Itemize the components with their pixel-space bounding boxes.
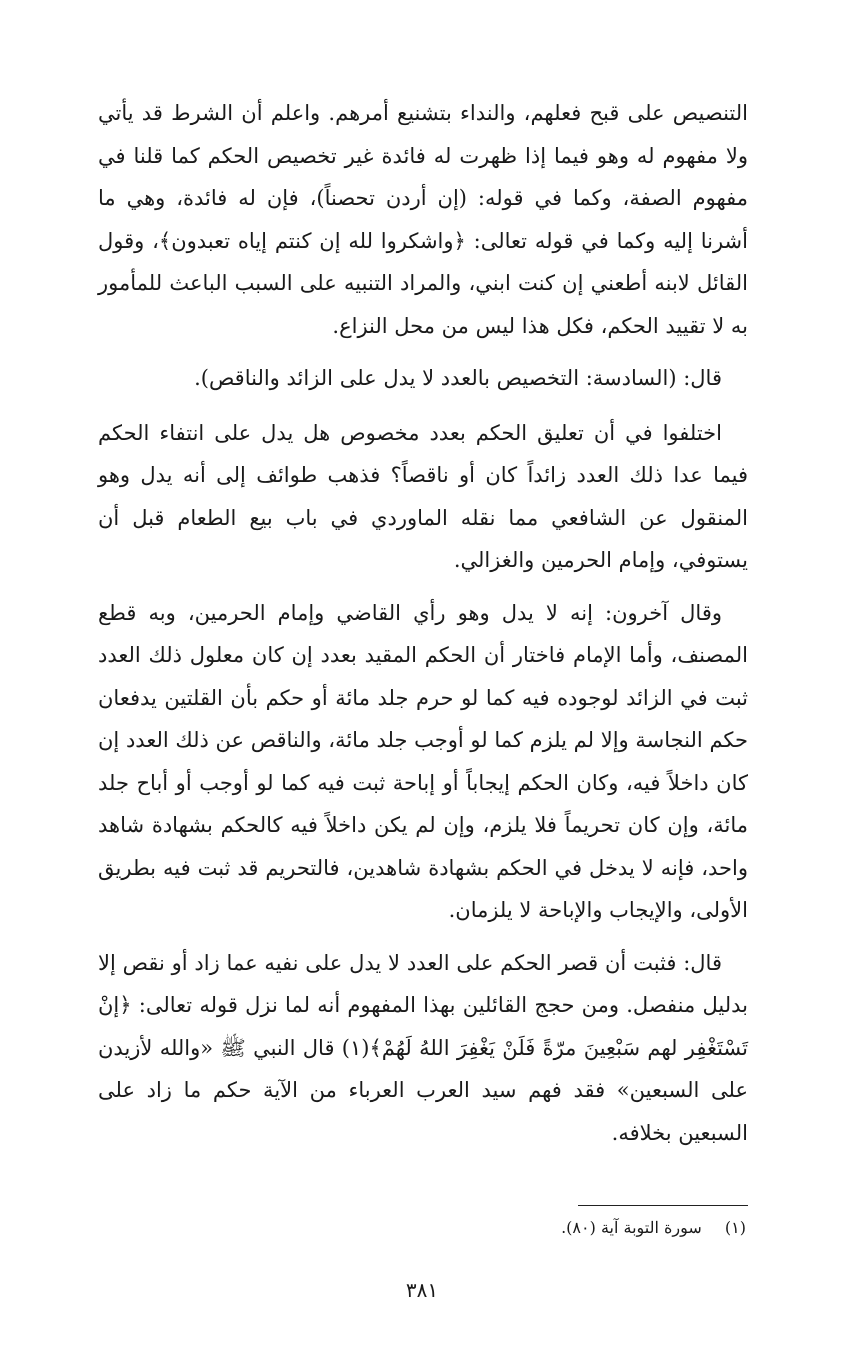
footnote-text: سورة التوبة آية (٨٠). [561,1218,702,1237]
paragraph-2: اختلفوا في أن تعليق الحكم بعدد مخصوص هل يدل على انتفاء الحكم فيما عدا ذلك العدد زائداً كان أو ناقصاً؟ فذهب طوائف إلى أنه يدل وهو المنقول عن الشافعي مما نقله الماوردي في باب بيع الطعام قبل أن يستوفي، وإمام الحرمين والغزالي. [98,420,748,572]
page-body [98,92,748,1164]
section-heading: قال: (السادسة: التخصيص بالعدد لا يدل على الزائد والناقص). [194,366,722,390]
paragraph-3: وقال آخرون: إنه لا يدل وهو رأي القاضي وإمام الحرمين، وبه قطع المصنف، وأما الإمام فاختار أن الحكم المقيد بعدد إن كان معلول ذلك العدد ثبت في الزائد لوجوده فيه كما لو حرم جلد مائة أو حكم بأن القلتين يدفعان حكم النجاسة وإلا لم يلزم كما لو أوجب جلد مائة، والناقص عن ذلك العدد إن كان داخلاً فيه، وكان الحكم إيجاباً أو إباحة ثبت فيه كما لو أوجب أو أباح جلد مائة، وإن كان تحريماً فلا يلزم، وإن لم يكن داخلاً فيه كالحكم بشهادة شاهد واحد، فإنه لا يدخل في الحكم بشهادة شاهدين، فالتحريم قد ثبت فيه بطريق الأولى، والإيجاب والإباحة لا يلزمان. [98,600,748,922]
paragraph-1: التنصيص على قبح فعلهم، والنداء بتشنيع أمرهم. واعلم أن الشرط قد يأتي ولا مفهوم له وهو فيما إذا ظهرت له فائدة غير تخصيص الحكم كما قلنا في مفهوم الصفة، وكما في قوله: (إن أردن تحصناً)، فإن له فائدة، وهي ما أشرنا إليه وكما في قوله تعالى: ﴿واشكروا لله إن كنتم إياه تعبدون﴾، وقول القائل لابنه أطعني إن كنت ابني، والمراد التنبيه على السبب الباعث للمأمور به لا تقييد الحكم، فكل هذا ليس من محل النزاع. [98,101,748,338]
footnote-divider [578,1205,748,1206]
paragraph-4: قال: فثبت أن قصر الحكم على العدد لا يدل على نفيه عما زاد أو نقص إلا بدليل منفصل. ومن حجج القائلين بهذا المفهوم أنه لما نزل قوله تعالى: ﴿إنْ تَسْتَغْفِر لهم سَبْعِينَ مرّةً فَلَنْ يَغْفِرَ اللهُ لَهُمْ﴾(١) قال النبي ﷺ «والله لأزيدن على السبعين» فقد فهم سيد العرب العرباء من الآية حكم ما زاد على السبعين بخلافه. [98,950,748,1145]
footnote-number: (١) [724,1218,746,1237]
footnote [561,1218,746,1237]
page-number: ٣٨١ [405,1278,439,1302]
